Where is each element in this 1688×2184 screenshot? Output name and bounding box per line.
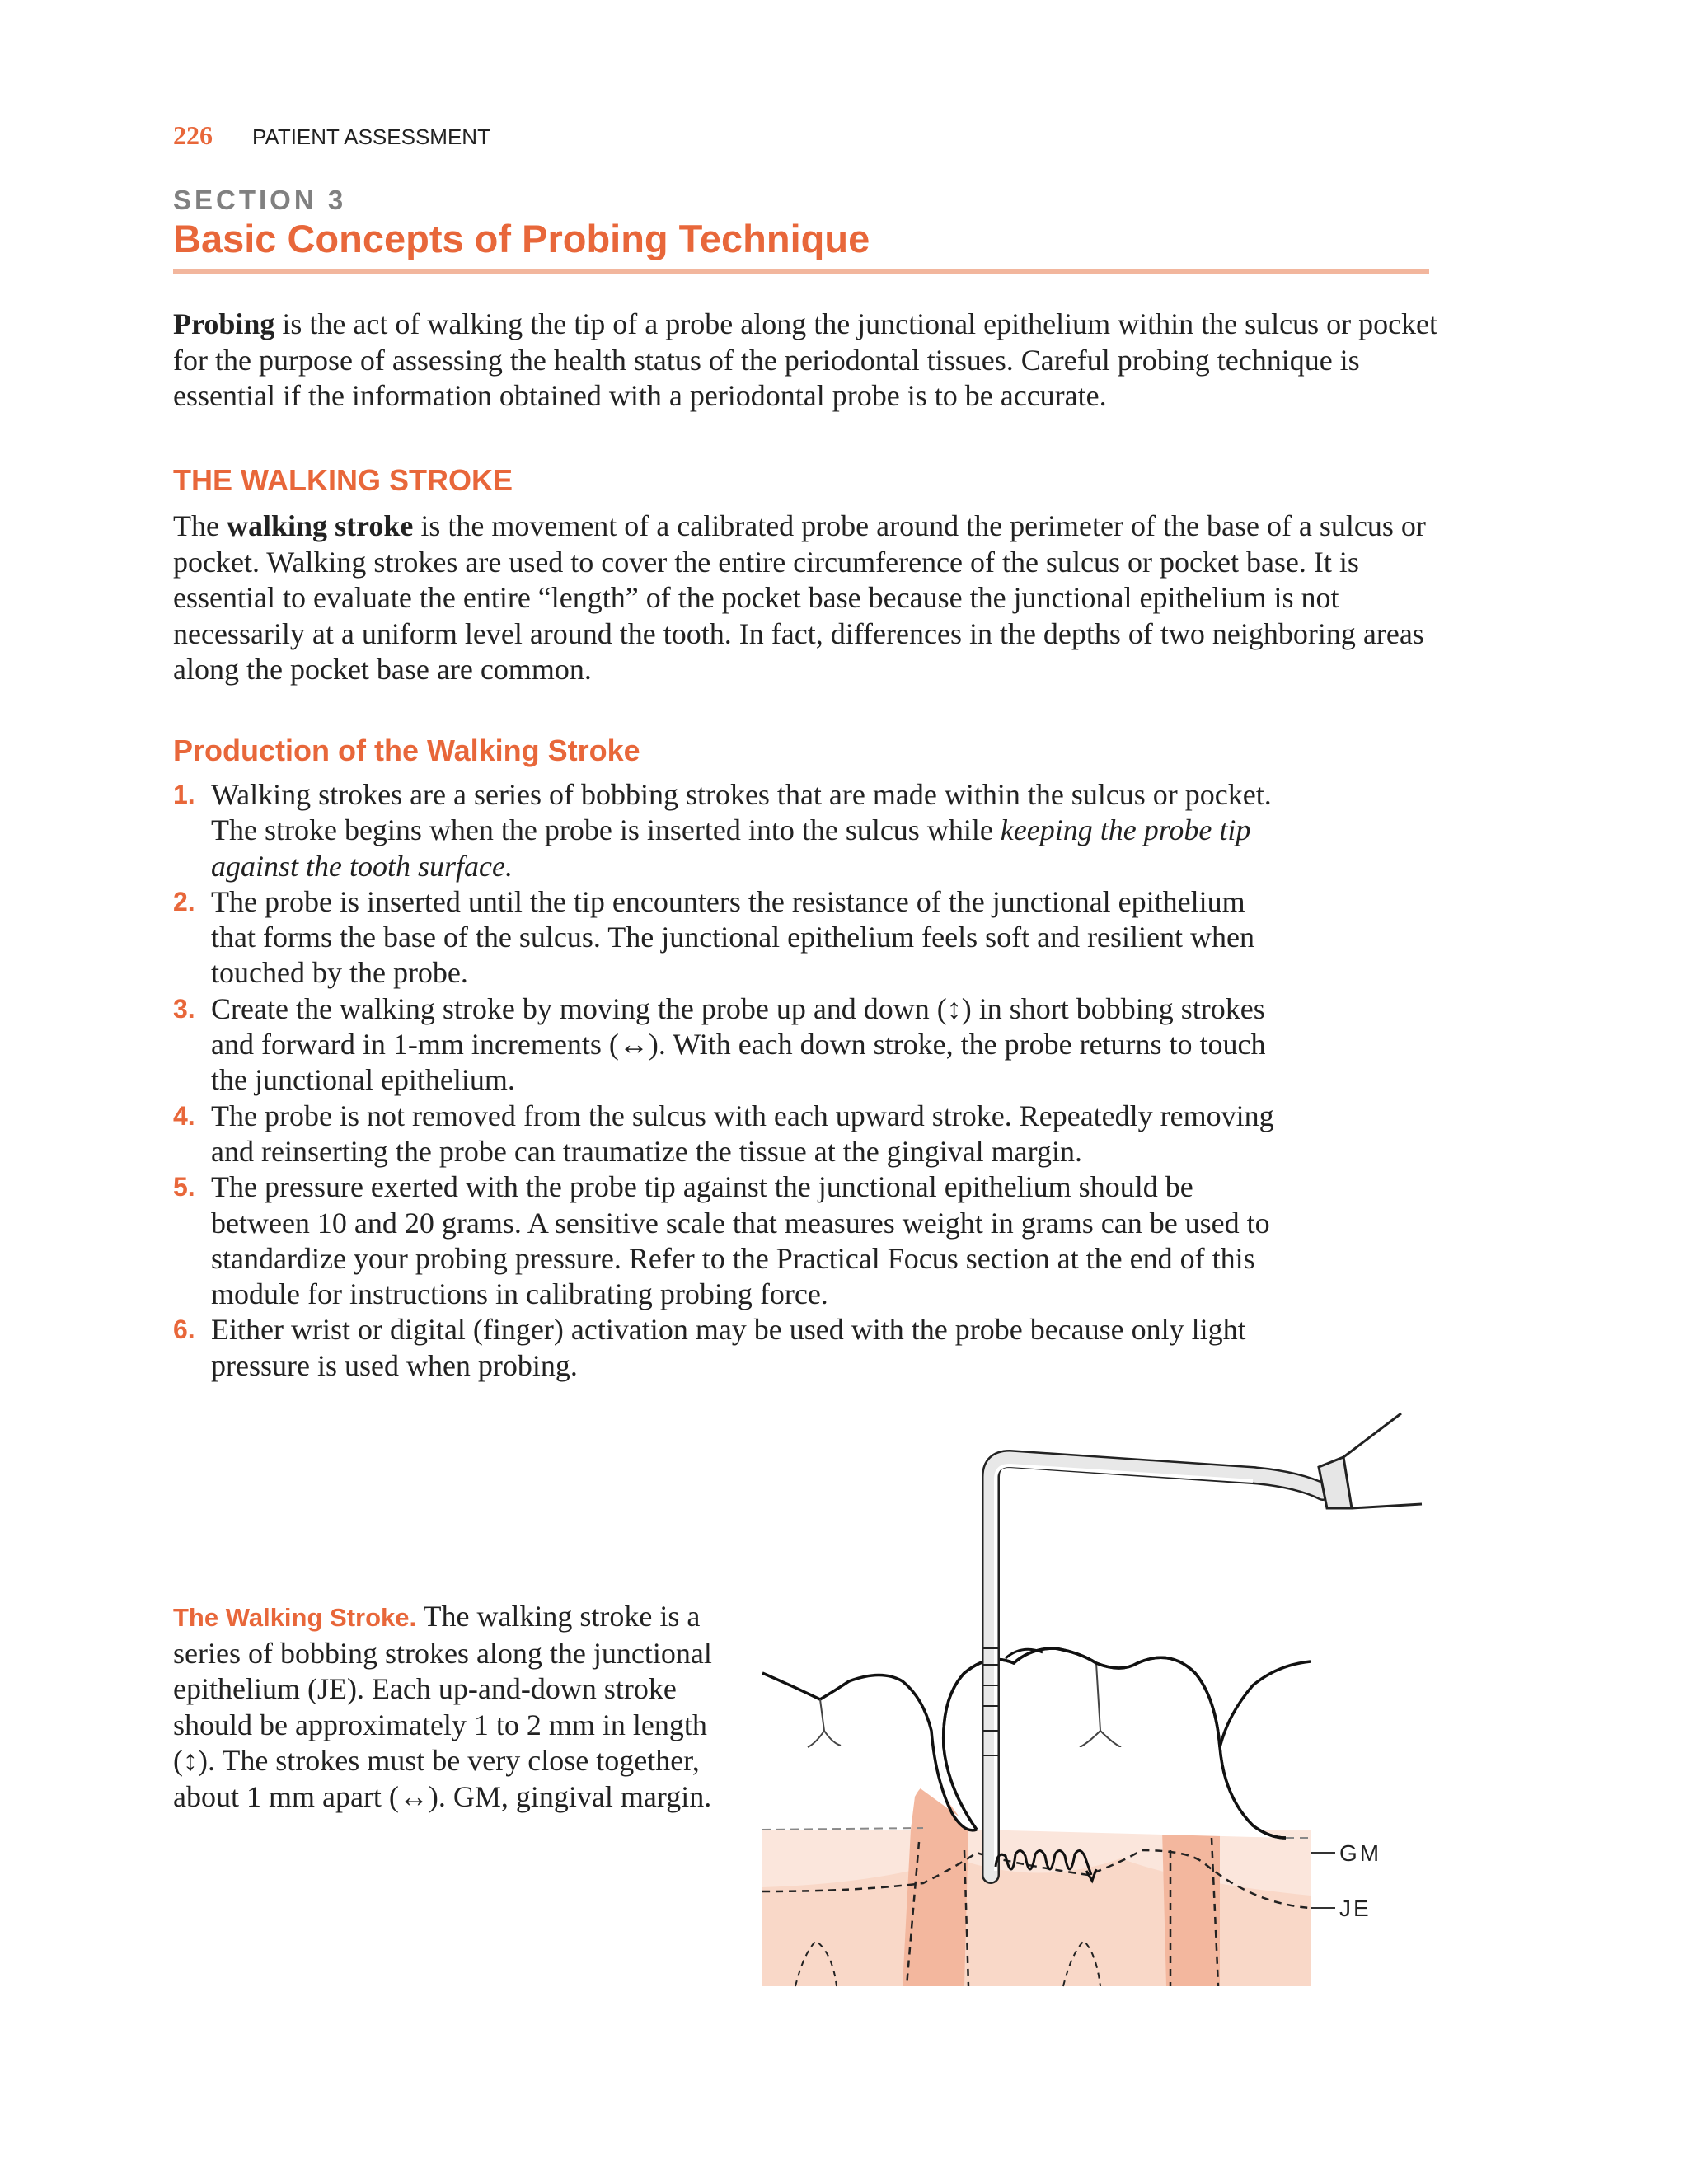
list-number: 5. (173, 1172, 195, 1202)
production-steps (173, 777, 1294, 1384)
list-item (173, 1169, 1294, 1312)
list-item (173, 777, 1294, 884)
running-head (173, 120, 490, 151)
production-heading: Production of the Walking Stroke (173, 733, 640, 767)
walking-stroke-illustration (758, 1401, 1442, 1994)
list-item (173, 884, 1294, 991)
figure-caption (173, 1599, 717, 1815)
intro-text: is the act of walking the tip of a probe along the junctional epithelium within the sulcus or pocket for the purpose of assessing the health status of the periodontal tissues. Careful probing technique is essential if the information obtained with a periodontal probe is to be accurate. (173, 307, 1438, 412)
je-label: JE (1339, 1896, 1372, 1921)
list-item (173, 1312, 1294, 1384)
list-text: Either wrist or digital (finger) activation may be used with the probe because only light pressure is used when probing. (211, 1313, 1246, 1382)
list-item (173, 1099, 1294, 1170)
list-text: The probe is not removed from the sulcus with each upward stroke. Repeatedly removing and reinserting the probe can traumatize the tissue at the gingival margin. (211, 1099, 1274, 1168)
list-number: 2. (173, 886, 195, 916)
list-number: 1. (173, 780, 195, 809)
running-title: PATIENT ASSESSMENT (252, 124, 490, 149)
walking-stroke-paragraph (173, 509, 1442, 688)
gm-label: GM (1339, 1840, 1382, 1866)
caption-text: The walking stroke is a series of bobbing strokes along the junctional epithelium (JE). Each up-and-down stroke should be approximately 1 to 2 mm in length (↕). The strokes must be very close together, about 1 mm apart (↔). GM, gingival margin. (173, 1600, 712, 1813)
list-text: The probe is inserted until the tip encounters the resistance of the junctional epithelium that forms the base of the sulcus. The junctional epithelium feels soft and resilient when touched by the probe. (211, 884, 1255, 990)
list-italic: keeping the probe tip against the tooth surface. (211, 813, 1251, 883)
walking-stroke-text-before: The (173, 509, 227, 542)
page-number: 226 (173, 120, 213, 150)
title-rule (173, 269, 1429, 274)
list-number: 3. (173, 993, 195, 1024)
list-text: Create the walking stroke by moving the probe up and down (↕) in short bobbing strokes and forward in 1-mm increments (↔). With each down stroke, the probe returns to touch the junctional epithelium. (211, 991, 1266, 1097)
list-number: 4. (173, 1100, 195, 1131)
walking-stroke-heading: THE WALKING STROKE (173, 463, 513, 497)
intro-paragraph (173, 307, 1442, 415)
probe-handle (1343, 1413, 1422, 1508)
section-title: Basic Concepts of Probing Technique (173, 217, 870, 260)
walking-stroke-text-after: is the movement of a calibrated probe around the perimeter of the base of a sulcus or pocket. Walking strokes are used to cover the entire circumference of the sulcus or pocket base. It is essential to evaluate the entire “length” of the pocket base because the junctional epithelium is not necessarily at a uniform level around the tooth. In fact, differences in the depths of two neighboring areas along the pocket base are common. (173, 509, 1426, 686)
walking-stroke-term: walking stroke (226, 509, 414, 542)
intro-term: Probing (173, 307, 275, 340)
caption-title: The Walking Stroke. (173, 1603, 417, 1632)
gm-dashed-left (762, 1828, 923, 1830)
section-label: SECTION 3 (173, 185, 347, 215)
list-text: The pressure exerted with the probe tip against the junctional epithelium should be between 10 and 20 grams. A sensitive scale that measures weight in grams can be used to standardize your probing pressure. Refer to the Practical Focus section at the end of this module for instructions in calibrating probing force. (211, 1170, 1270, 1311)
list-number: 6. (173, 1315, 195, 1345)
tooth-right-crown (1220, 1661, 1311, 1747)
list-text: Walking strokes are a series of bobbing strokes that are made within the sulcus or pocket. The stroke begins when the probe is inserted into the sulcus while (211, 778, 1272, 847)
list-item (173, 991, 1294, 1099)
